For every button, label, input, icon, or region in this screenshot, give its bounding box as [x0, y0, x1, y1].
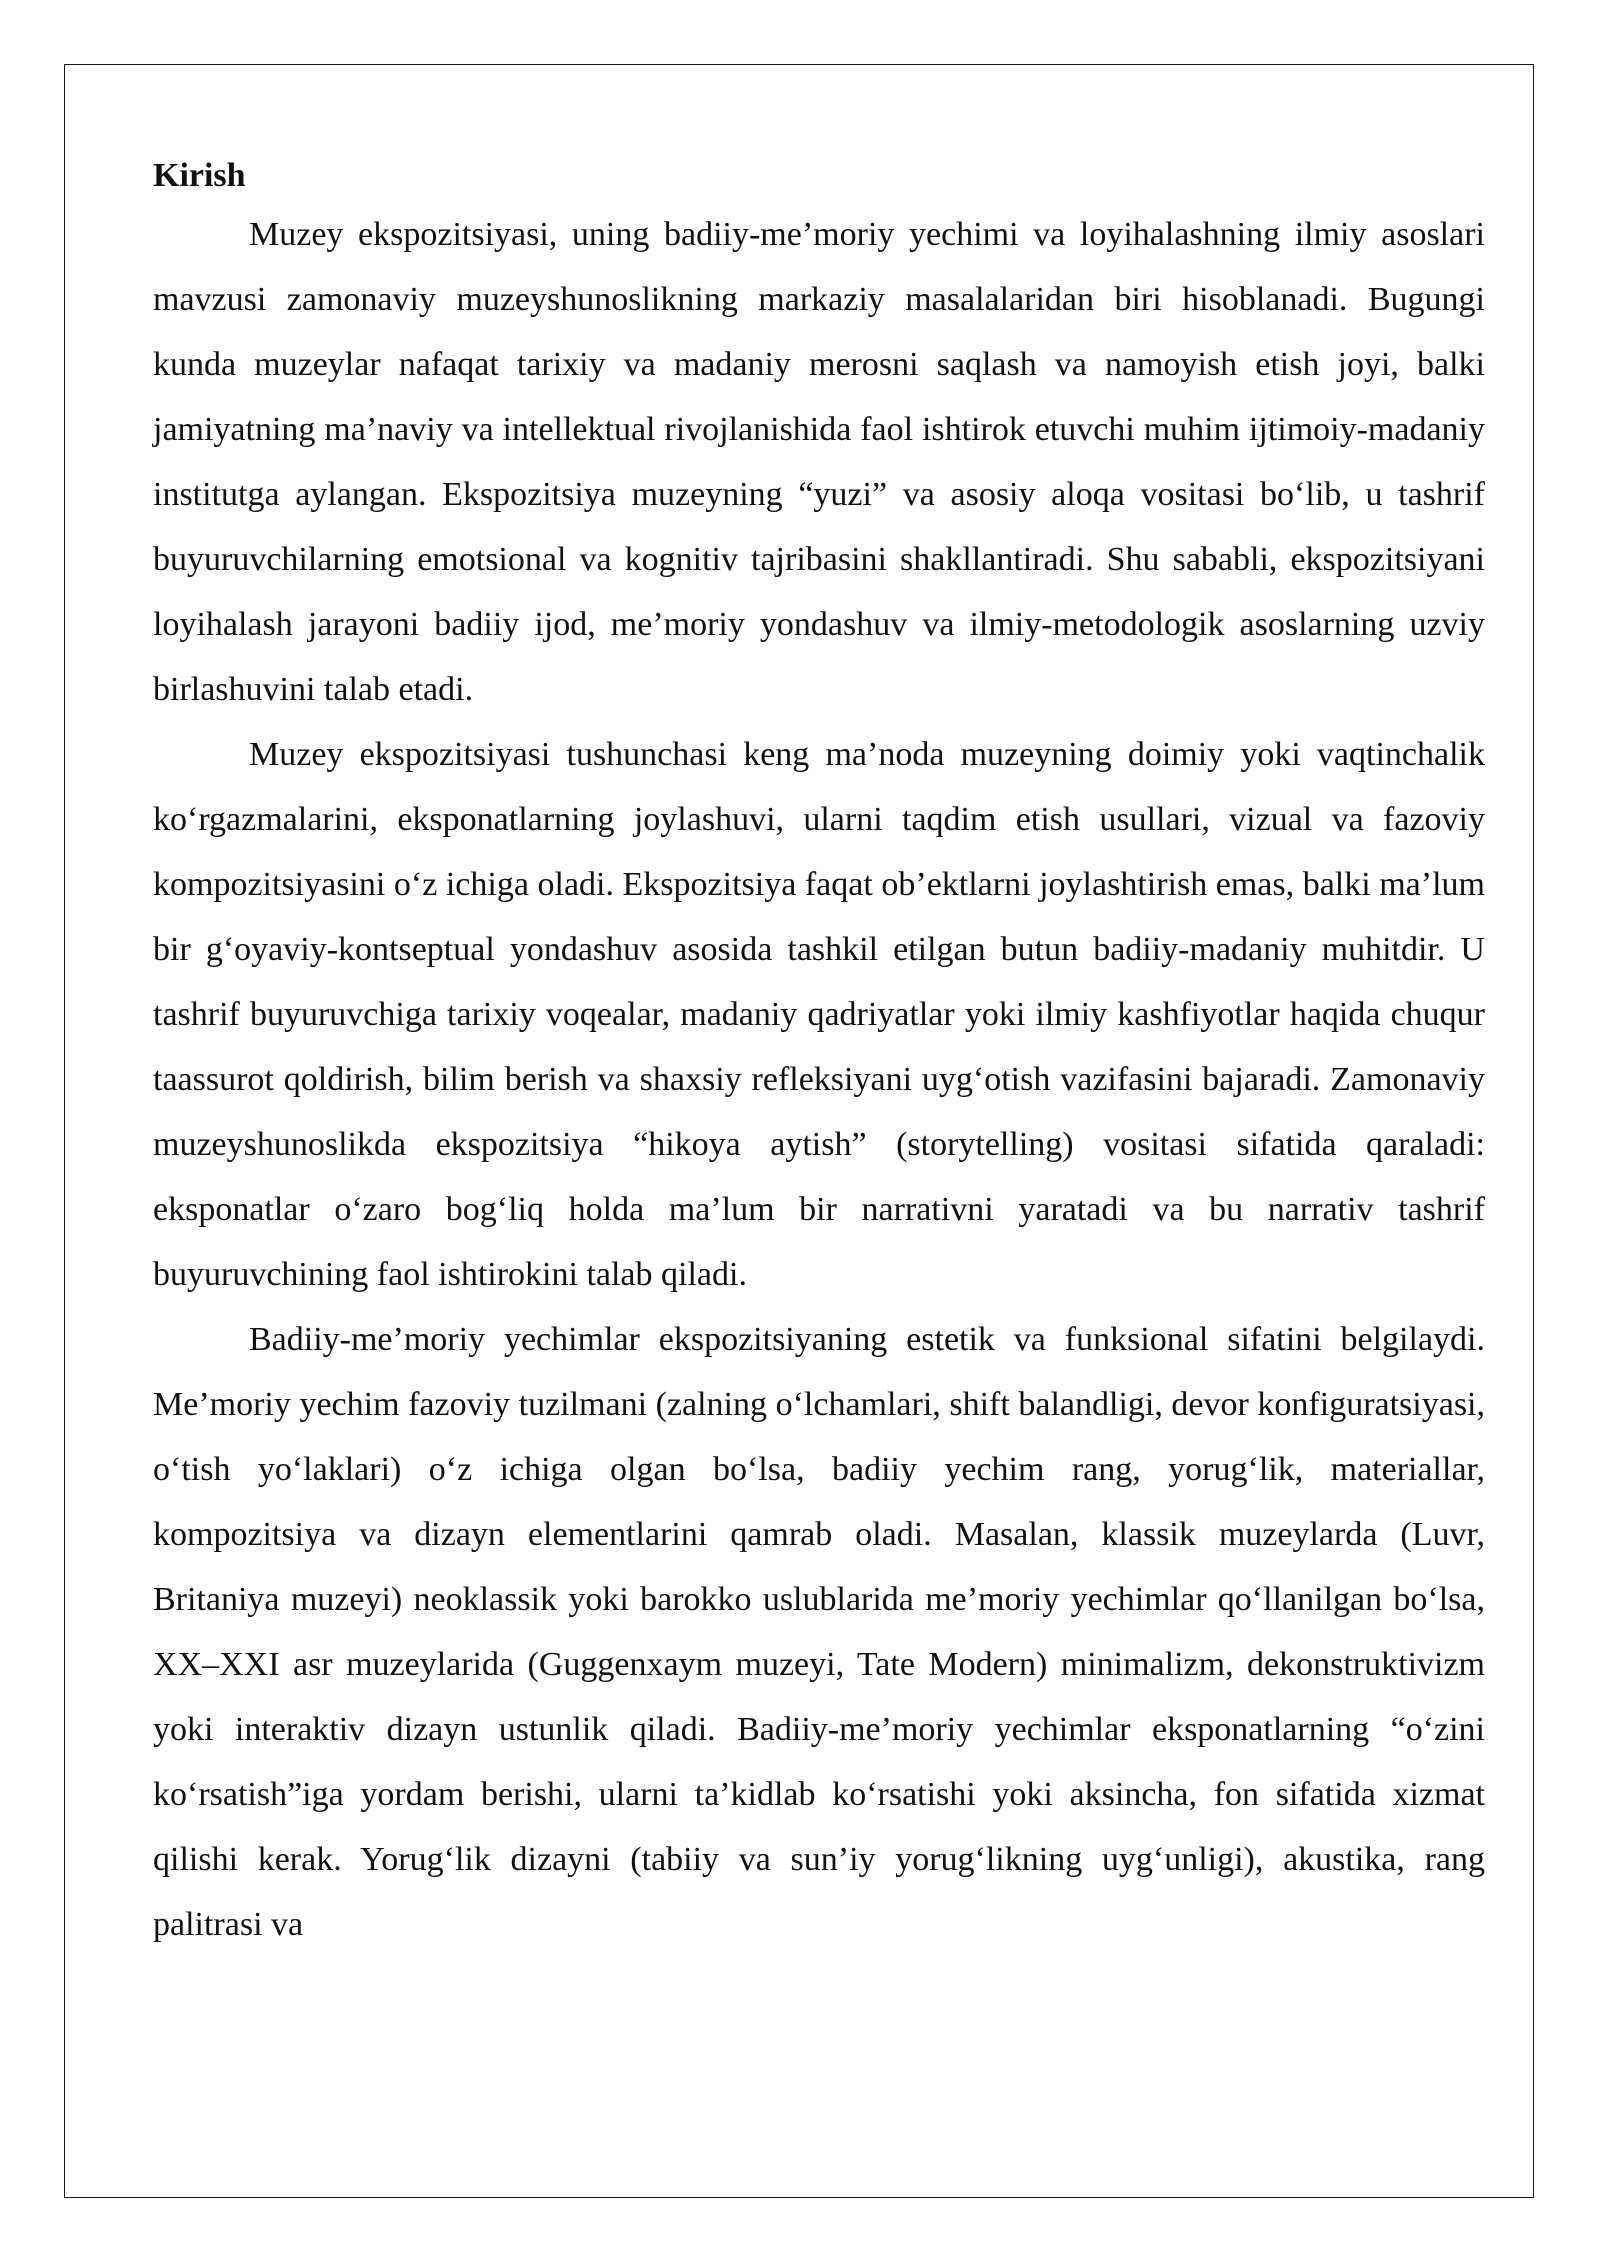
- paragraph-3: Badiiy-me’moriy yechimlar ekspozitsiyaning estetik va funksional sifatini belgilaydi. Me’moriy yechim fazoviy tuzilmani (zalning o‘lchamlari, shift balandligi, devor konfiguratsiyasi, o‘tish yo‘laklari) o‘z ichiga olgan bo‘lsa, badiiy yechim rang, yorug‘lik, materiallar, kompozitsiya va dizayn elementlarini qamrab oladi. Masalan, klassik muzeylarda (Luvr, Britaniya muzeyi) neoklassik yoki barokko uslublarida me’moriy yechimlar qo‘llanilgan bo‘lsa, XX–XXI asr muzeylarida (Guggenxaym muzeyi, Tate Modern) minimalizm, dekonstruktivizm yoki interaktiv dizayn ustunlik qiladi. Badiiy-me’moriy yechimlar eksponatlarning “o‘zini ko‘rsatish”iga yordam berishi, ularni ta’kidlab ko‘rsatishi yoki aksincha, fon sifatida xizmat qilishi kerak. Yorug‘lik dizayni (tabiiy va sun’iy yorug‘likning uyg‘unligi), akustika, rang palitrasi va: [153, 1321, 1485, 1943]
- paragraph-1: Muzey ekspozitsiyasi, uning badiiy-me’moriy yechimi va loyihalashning ilmiy asoslari mavzusi zamonaviy muzeyshunoslikning markaziy masalalaridan biri hisoblanadi. Bugungi kunda muzeylar nafaqat tarixiy va madaniy merosni saqlash va namoyish etish joyi, balki jamiyatning ma’naviy va intellektual rivojlanishida faol ishtirok etuvchi muhim ijtimoiy-madaniy institutga aylangan. Ekspozitsiya muzeyning “yuzi” va asosiy aloqa vositasi bo‘lib, u tashrif buyuruvchilarning emotsional va kognitiv tajribasini shakllantiradi. Shu sababli, ekspozitsiyani loyihalash jarayoni badiiy ijod, me’moriy yondashuv va ilmiy-metodologik asoslarning uzviy birlashuvini talab etadi.: [153, 216, 1485, 708]
- section-heading: Kirish: [153, 157, 246, 194]
- document-body: [153, 150, 1485, 1957]
- paragraph-2: Muzey ekspozitsiyasi tushunchasi keng ma’noda muzeyning doimiy yoki vaqtinchalik ko‘rgazmalarini, eksponatlarning joylashuvi, ularni taqdim etish usullari, vizual va fazoviy kompozitsiyasini o‘z ichiga oladi. Ekspozitsiya faqat ob’ektlarni joylashtirish emas, balki ma’lum bir g‘oyaviy-kontseptual yondashuv asosida tashkil etilgan butun badiiy-madaniy muhitdir. U tashrif buyuruvchiga tarixiy voqealar, madaniy qadriyatlar yoki ilmiy kashfiyotlar haqida chuqur taassurot qoldirish, bilim berish va shaxsiy refleksiyani uyg‘otish vazifasini bajaradi. Zamonaviy muzeyshunoslikda ekspozitsiya “hikoya aytish” (storytelling) vositasi sifatida qaraladi: eksponatlar o‘zaro bog‘liq holda ma’lum bir narrativni yaratadi va bu narrativ tashrif buyuruvchining faol ishtirokini talab qiladi.: [153, 736, 1485, 1293]
